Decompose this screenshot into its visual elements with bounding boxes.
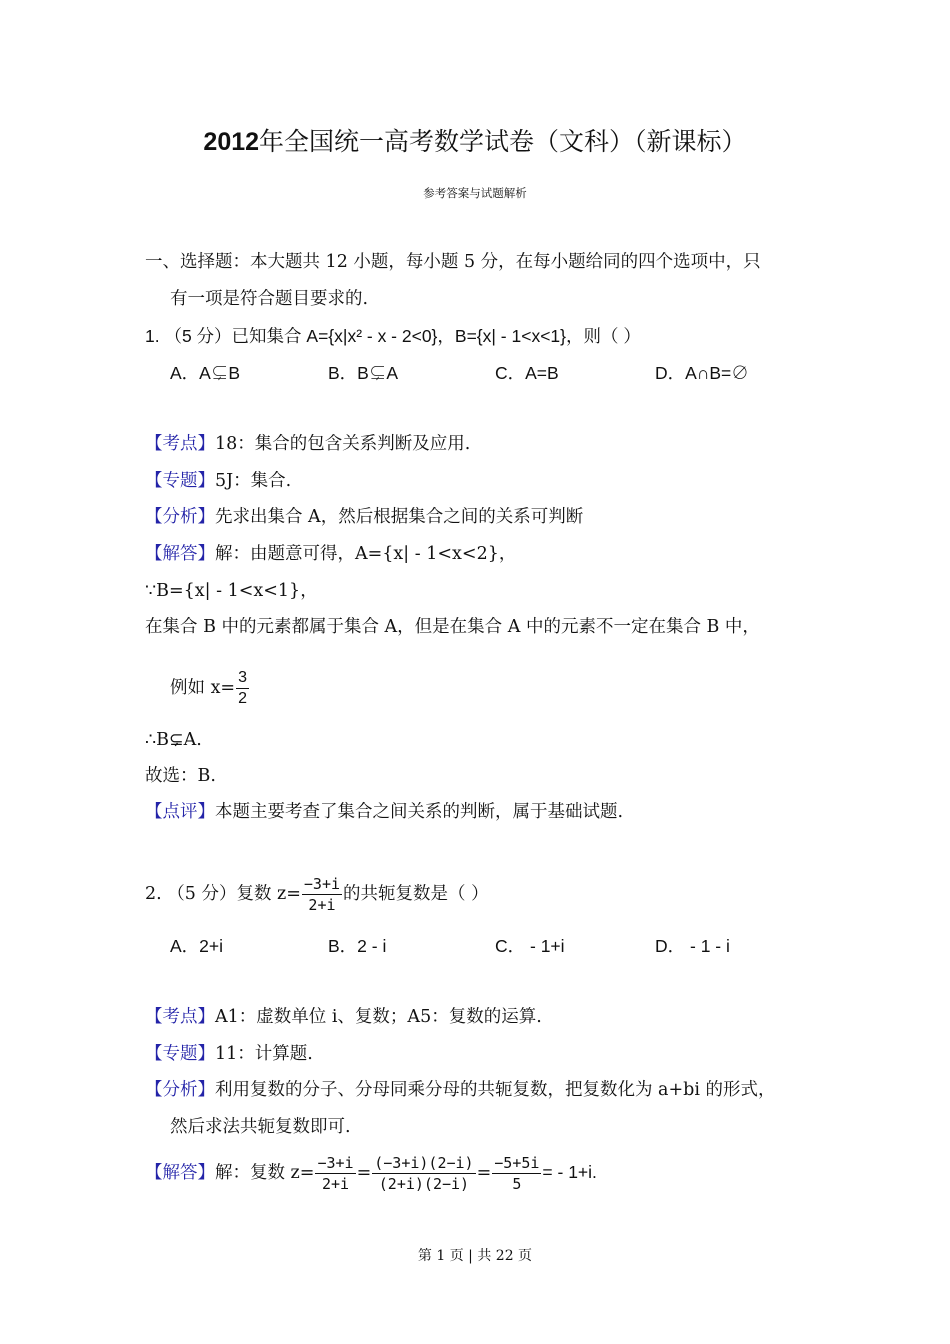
q1-stem: 1. （5 分）已知集合 A={x|x² - x - 2<0}，B={x| - 1<x<1}，则（ ） xyxy=(145,326,641,346)
page-title: 2012年全国统一高考数学试卷（文科）（新课标） xyxy=(203,127,747,156)
q1-line3: 在集合 B 中的元素都属于集合 A，但是在集合 A 中的元素不一定在集合 B 中， xyxy=(145,617,760,637)
q2-option-a: A．2+i xyxy=(170,936,224,956)
fraction: $\frac{-3+i}{2+i}$ xyxy=(303,875,341,914)
subtitle: 参考答案与试题解析 xyxy=(423,186,527,200)
page-footer: 第 1 页 | 共 22 页 xyxy=(417,1248,533,1264)
q1-line6: 故选：B. xyxy=(145,766,216,786)
q1-line2: ∵B={x| - 1<x<1}， xyxy=(145,581,318,601)
q2-fenxi: 【分析】利用复数的分子、分母同乘分母的共轭复数，把复数化为 a+bi 的形式， xyxy=(145,1080,776,1100)
q1-option-a: A．A⊊B xyxy=(170,363,241,383)
q1-example: 例如 x= $\frac{3}{2}$ xyxy=(170,669,248,707)
q1-option-b: B．B⊊A xyxy=(328,363,399,383)
q1-fenxi: 【分析】先求出集合 A，然后根据集合之间的关系可判断 xyxy=(145,507,584,527)
q2-stem: 2. （5 分）复数 z= $\frac{-3+i}{2+i}$ 的共轭复数是（ ） xyxy=(145,875,489,914)
q1-line5: ∴B⊊A. xyxy=(145,730,202,750)
q1-zhuanti: 【专题】5J：集合. xyxy=(145,471,292,491)
q2-option-d: D． - 1 - i xyxy=(655,936,730,956)
q1-dianping: 【点评】本题主要考查了集合之间关系的判断，属于基础试题. xyxy=(145,802,624,822)
section-heading-cont: 有一项是符合题目要求的. xyxy=(170,289,369,309)
q1-kaodian: 【考点】18：集合的包含关系判断及应用. xyxy=(145,434,471,454)
q1-option-c: C．A=B xyxy=(495,363,559,383)
q2-fenxi-cont: 然后求法共轭复数即可. xyxy=(170,1117,351,1137)
q2-jieda: 【解答】解：复数 z= $\frac{-3+i}{2+i}$ = $\frac{(-3+i)(2-i)}{(2+i)(2-i)}$ = $\frac{-5+5i}{5}$ = - 1+i. xyxy=(145,1154,597,1193)
q2-option-b: B．2 - i xyxy=(328,936,387,956)
fraction: $\frac{-5+5i}{5}$ xyxy=(494,1154,540,1193)
q2-option-c: C． - 1+i xyxy=(495,936,565,956)
section-heading: 一、选择题：本大题共 12 小题，每小题 5 分，在每小题给同的四个选项中，只 xyxy=(145,252,761,272)
q2-zhuanti: 【专题】11：计算题. xyxy=(145,1044,313,1064)
q1-jieda: 【解答】解：由题意可得，A={x| - 1<x<2}， xyxy=(145,544,517,564)
fraction: $\frac{(-3+i)(2-i)}{(2+i)(2-i)}$ xyxy=(374,1154,474,1193)
q1-option-d: D．A∩B=∅ xyxy=(655,363,749,383)
fraction: $\frac{3}{2}$ xyxy=(238,669,248,707)
q2-kaodian: 【考点】A1：虚数单位 i、复数；A5：复数的运算. xyxy=(145,1007,542,1027)
fraction: $\frac{-3+i}{2+i}$ xyxy=(317,1154,354,1193)
